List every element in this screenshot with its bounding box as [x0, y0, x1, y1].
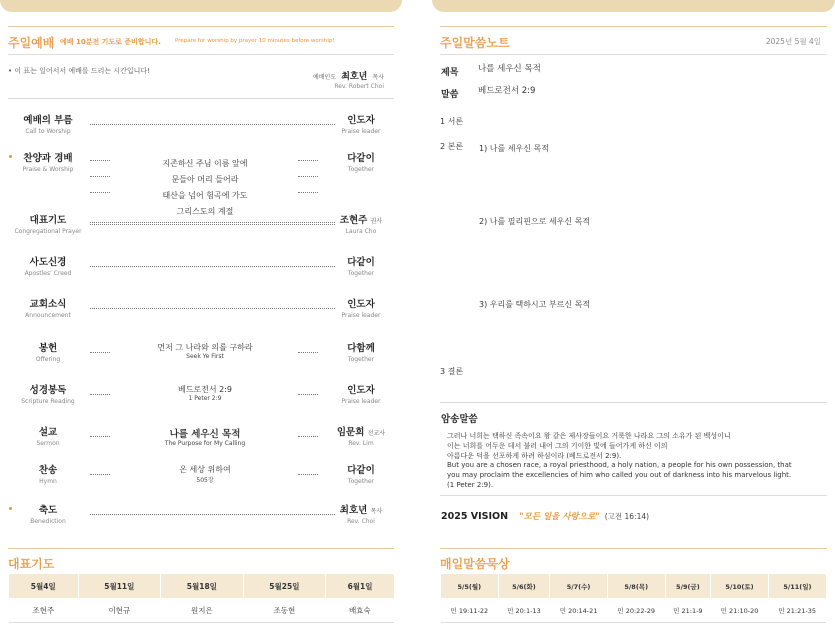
order-item-name	[8, 150, 88, 173]
prayer-date: 6월1일	[326, 574, 394, 598]
passage-label: 말씀	[441, 90, 459, 100]
order-item-ko: 대표기도	[29, 215, 67, 226]
standing-note: • 이 표는 일어서서 예배를 드리는 시간입니다!	[8, 67, 151, 75]
leader-name	[326, 150, 396, 164]
worship-subtitle-en: Prepare for worship by prayer 10 minutes before worship!	[175, 38, 335, 44]
order-item-ko: 찬양과 경배	[23, 153, 73, 164]
prayer-divider	[8, 548, 394, 549]
leader-ko: 다같이	[347, 465, 375, 476]
detail-sub: 1 Peter 2:9	[188, 395, 222, 402]
order-item-en: Apostles' Creed	[24, 270, 72, 277]
prayer-name: 조동현	[243, 598, 326, 623]
daily-ref: 민 21:1-9	[665, 598, 711, 623]
title-divider	[8, 54, 394, 55]
order-item-en: Scripture Reading	[21, 398, 75, 405]
short-dots	[90, 436, 110, 437]
intro-label: 1 서론	[440, 117, 464, 126]
order-item-name	[8, 424, 88, 447]
daily-ref: 민 19:11-22	[441, 598, 499, 623]
order-item-leader	[326, 254, 396, 277]
detail-sub: 505장	[196, 477, 214, 484]
order-item-name	[8, 502, 88, 525]
short-dots	[298, 160, 318, 161]
order-item-leader	[326, 340, 396, 363]
memory-line: But you are a chosen race, a royal priesthood, a holy nation, a people for his own possession, that	[447, 461, 792, 470]
daily-day-row	[441, 574, 827, 598]
prayer-date-row	[9, 574, 395, 598]
order-item-ko: 예배의 부름	[23, 115, 73, 126]
preacher-block	[300, 64, 384, 90]
subject-text: 나를 세우신 목적	[478, 64, 541, 74]
leader-dots	[90, 224, 335, 225]
order-item-leader	[326, 112, 396, 135]
leader-name	[326, 462, 396, 476]
daily-divider	[440, 548, 827, 549]
leader-en: Together	[347, 478, 375, 485]
detail-line: 베드로전서 2:9	[177, 385, 233, 394]
daily-day: 5/11(일)	[768, 574, 826, 598]
memory-divider	[440, 402, 827, 403]
prayer-date: 5월11일	[78, 574, 161, 598]
order-item-leader	[326, 502, 396, 525]
conclusion-label: 3 결론	[440, 367, 464, 376]
short-dots	[90, 160, 110, 161]
short-dots	[298, 436, 318, 437]
daily-ref-row	[441, 598, 827, 623]
short-dots	[90, 394, 110, 395]
memory-title: 암송말씀	[441, 414, 478, 425]
body-label: 2 본론	[440, 142, 464, 151]
leader-name	[326, 212, 396, 226]
vision-line	[441, 504, 649, 523]
daily-title: 매일말씀묵상	[440, 557, 510, 571]
detail-line: 태산을 넘어 험곡에 가도	[162, 191, 248, 200]
prayer-title: 대표기도	[8, 557, 55, 571]
order-item-name	[8, 462, 88, 485]
leader-en: Rev. Lim	[348, 440, 374, 447]
memory-line: 그러나 너희는 택하신 족속이요 왕 같은 제사장들이요 거룩한 나라요 그의 소유가 된 백성이니	[447, 432, 731, 440]
order-item-ko: 찬송	[38, 465, 58, 476]
detail-line: 지존하신 주님 이름 앞에	[162, 159, 248, 168]
memory-line: 아름다운 덕을 선포하게 하려 하심이라 (베드로전서 2:9).	[447, 451, 622, 460]
prayer-name: 배효숙	[326, 598, 394, 623]
prayer-name: 원지은	[161, 598, 244, 623]
order-item-en: Sermon	[36, 440, 60, 447]
vision-ref: (고전 16:14)	[604, 512, 650, 521]
detail-line: 나를 세우신 목적	[169, 429, 241, 440]
order-item-en: Congregational Prayer	[14, 228, 82, 235]
order-item-name	[8, 112, 88, 135]
order-item-en: Praise & Worship	[22, 166, 74, 173]
order-item-detail	[120, 426, 290, 447]
order-item-en: Call to Worship	[25, 128, 71, 135]
leader-name	[326, 382, 396, 396]
leader-ko: 최호년	[339, 505, 368, 516]
order-item-detail	[120, 342, 290, 360]
short-dots	[298, 474, 318, 475]
order-item-leader	[326, 150, 396, 173]
short-dots	[90, 192, 110, 193]
order-item-ko: 사도신경	[29, 257, 67, 268]
daily-ref: 민 20:1-13	[498, 598, 550, 623]
memory-line: (1 Peter 2:9).	[447, 480, 494, 489]
order-item-name	[8, 296, 88, 319]
leader-en: Praise leader	[341, 312, 381, 319]
preacher-label: 예배인도	[312, 74, 337, 81]
order-item-ko: 봉헌	[38, 343, 58, 354]
memory-verse	[447, 432, 792, 491]
daily-reading-table	[440, 574, 826, 623]
daily-ref: 민 21:10-20	[711, 598, 769, 623]
detail-line: 온 세상 위하여	[179, 465, 231, 474]
notes-date: 2025년 5월 4일	[765, 37, 821, 46]
daily-day: 5/9(금)	[665, 574, 711, 598]
prayer-date: 5월4일	[9, 574, 79, 598]
order-item-leader	[326, 296, 396, 319]
short-dots	[298, 176, 318, 177]
prayer-schedule-table	[8, 574, 394, 623]
leader-title: 권사	[370, 218, 383, 225]
daily-day: 5/5(월)	[441, 574, 499, 598]
short-dots	[90, 176, 110, 177]
short-dots	[90, 474, 110, 475]
preacher-en: Rev. Robert Choi	[334, 83, 384, 90]
prayer-name-row	[9, 598, 395, 623]
prayer-date: 5월18일	[161, 574, 244, 598]
detail-line: 그리스도의 계절	[176, 207, 234, 216]
detail-sub: Seek Ye First	[186, 353, 224, 360]
order-item-ko: 교회소식	[29, 299, 67, 310]
leader-ko: 조현주	[339, 215, 368, 226]
leader-title: 목사	[370, 508, 383, 515]
sermon-notes-panel	[432, 0, 835, 626]
daily-day: 5/10(토)	[711, 574, 769, 598]
order-item-detail	[120, 384, 290, 402]
order-divider	[8, 98, 394, 99]
leader-en: Rev. Choi	[347, 518, 375, 525]
order-item-detail	[120, 156, 290, 220]
vision-text: "모든 일을 사랑으로"	[519, 512, 600, 522]
leader-dots	[90, 308, 335, 309]
passage-text: 베드로전서 2:9	[478, 86, 536, 96]
order-item-name	[8, 340, 88, 363]
short-dots	[90, 352, 110, 353]
detail-line: 먼저 그 나라와 의를 구하라	[157, 343, 253, 352]
leader-dots	[90, 124, 335, 125]
detail-sub: The Purpose for My Calling	[164, 440, 246, 447]
leader-ko: 인도자	[347, 115, 375, 126]
order-item-en: Offering	[35, 356, 61, 363]
leader-en: Together	[347, 270, 375, 277]
order-item-leader	[326, 424, 396, 447]
order-item-ko: 성경봉독	[29, 385, 67, 396]
order-item-name	[8, 212, 88, 235]
short-dots	[298, 192, 318, 193]
detail-line: 문들아 머리 들어라	[171, 175, 239, 184]
leader-ko: 다함께	[347, 343, 375, 354]
daily-ref: 민 20:14-21	[550, 598, 608, 623]
leader-name	[326, 112, 396, 126]
vision-label: 2025 VISION	[441, 511, 509, 522]
leader-name	[326, 254, 396, 268]
leader-dots	[90, 514, 335, 515]
order-item-name	[8, 254, 88, 277]
notes-header-divider	[440, 26, 827, 27]
preacher-title: 목사	[372, 74, 384, 81]
leader-en: Laura Cho	[345, 228, 377, 235]
order-item-en: Benediction	[30, 518, 66, 525]
order-item-ko: 설교	[38, 427, 58, 438]
vision-divider	[440, 495, 827, 496]
notes-title-divider	[440, 54, 827, 55]
order-item-leader	[326, 382, 396, 405]
order-item-ko: 축도	[38, 505, 58, 516]
body-point-3: 3) 우리를 택하시고 부르신 목적	[479, 300, 591, 309]
short-dots	[298, 352, 318, 353]
notes-title: 주일말씀노트	[440, 36, 510, 50]
worship-title: 주일예배	[8, 36, 55, 50]
leader-ko: 인도자	[347, 299, 375, 310]
daily-day: 5/7(수)	[550, 574, 608, 598]
leader-en: Praise leader	[341, 398, 381, 405]
daily-day: 5/8(목)	[607, 574, 665, 598]
leader-name	[326, 502, 396, 516]
header-divider	[8, 26, 394, 27]
leader-en: Together	[347, 356, 375, 363]
daily-ref: 민 20:22-29	[607, 598, 665, 623]
leader-ko: 다같이	[347, 153, 375, 164]
leader-ko: 임문희	[336, 427, 365, 438]
prayer-name: 이현규	[78, 598, 161, 623]
order-item-en: Announcement	[25, 312, 71, 319]
memory-line: you may proclaim the excellencies of him who called you out of darkness into his marvelous light.	[447, 471, 792, 480]
order-item-leader	[326, 462, 396, 485]
leader-dots	[90, 266, 335, 267]
leader-name	[326, 424, 396, 438]
leader-ko: 다같이	[347, 257, 375, 268]
order-item-leader	[326, 212, 396, 235]
prayer-name: 조현주	[9, 598, 79, 623]
worship-order-panel	[0, 0, 402, 626]
daily-day: 5/6(화)	[498, 574, 550, 598]
body-point-2: 2) 나를 필리핀으로 세우신 목적	[479, 217, 591, 226]
leader-dots	[90, 222, 335, 223]
leader-ko: 인도자	[347, 385, 375, 396]
leader-en: Praise leader	[341, 128, 381, 135]
leader-name	[326, 296, 396, 310]
memory-line: 이는 너희를 어두운 데서 불러 내어 그의 기이한 빛에 들어가게 하신 이의	[447, 441, 668, 450]
leader-title: 선교사	[367, 430, 386, 437]
worship-subtitle-ko: 예배 10분전 기도로 준비합니다.	[60, 38, 161, 46]
order-item-name	[8, 382, 88, 405]
prayer-date: 5월25일	[243, 574, 326, 598]
preacher-name: 최호년	[341, 72, 368, 82]
leader-en: Together	[347, 166, 375, 173]
daily-ref: 민 21:21-35	[768, 598, 826, 623]
order-item-en: Hymn	[39, 478, 57, 485]
short-dots	[298, 394, 318, 395]
subject-label: 제목	[441, 68, 459, 78]
body-point-1: 1) 나를 세우신 목적	[479, 144, 549, 153]
order-item-detail	[120, 464, 290, 484]
leader-name	[326, 340, 396, 354]
